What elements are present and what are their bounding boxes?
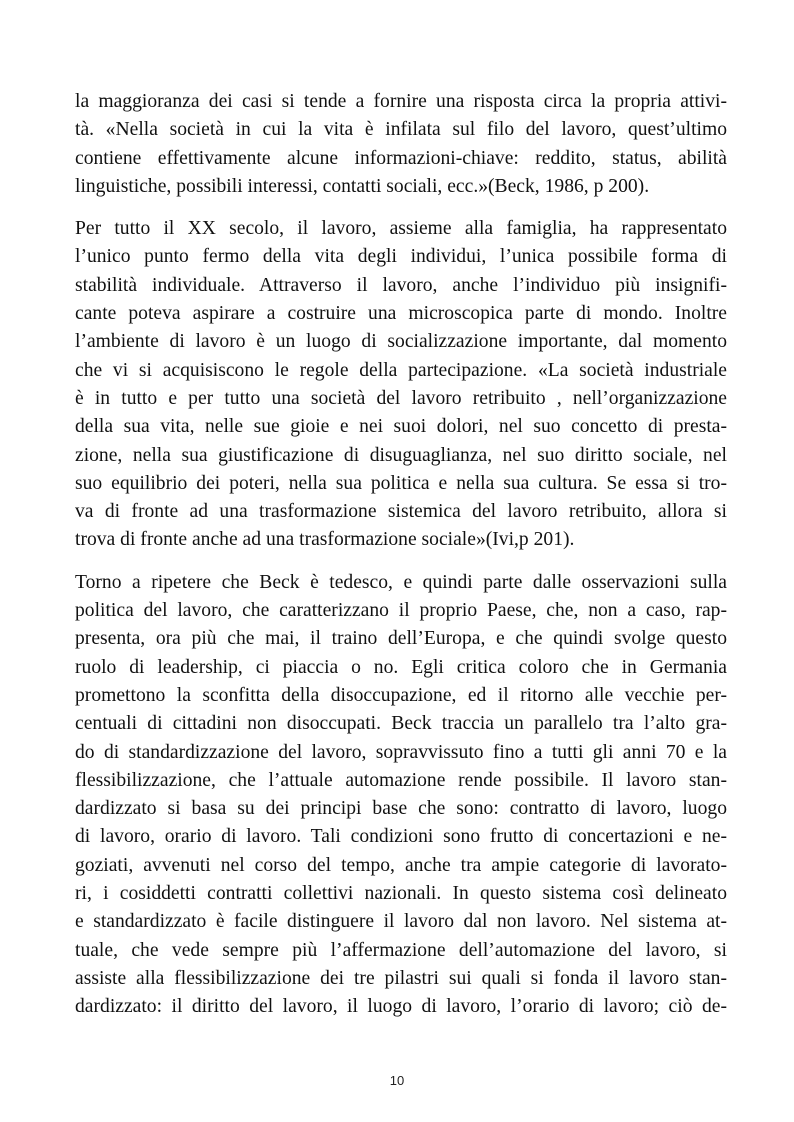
text-line: goziati, avvenuti nel corso del tempo, anche tra ampie categorie di lavorato-	[75, 854, 727, 876]
text-line: dardizzato: il diritto del lavoro, il luogo di lavoro, l’orario di lavoro; ciò de-	[75, 996, 727, 1018]
page-number: 10	[389, 1073, 405, 1088]
text-line: e standardizzato è facile distinguere il lavoro dal non lavoro. Nel sistema at-	[75, 911, 727, 933]
text-line: tuale, che vede sempre più l’affermazione dell’automazione del lavoro, si	[75, 939, 727, 961]
text-line: della sua vita, nelle sue gioie e nei suoi dolori, nel suo concetto di presta-	[75, 416, 727, 438]
text-line: ruolo di leadership, ci piaccia o no. Egli critica coloro che in Germania	[75, 656, 727, 678]
text-line: cante poteva aspirare a costruire una microscopica parte di mondo. Inoltre	[75, 303, 727, 325]
text-line: va di fronte ad una trasformazione sistemica del lavoro retribuito, allora si	[75, 501, 727, 523]
paragraph-spacer	[75, 201, 727, 215]
text-line: che vi si acquisiscono le regole della partecipazione. «La società industriale	[75, 359, 727, 381]
text-line: linguistiche, possibili interessi, contatti sociali, ecc.»(Beck, 1986, p 200).	[75, 175, 650, 197]
page-body	[75, 88, 727, 1022]
text-line: trova di fronte anche ad una trasformazione sociale»(Ivi,p 201).	[75, 529, 575, 551]
text-line: politica del lavoro, che caratterizzano il proprio Paese, che, non a caso, rap-	[75, 600, 727, 622]
paragraph-2	[75, 215, 727, 555]
text-line: Per tutto il XX secolo, il lavoro, assieme alla famiglia, ha rappresentato	[75, 218, 727, 240]
text-line: presenta, ora più che mai, il traino dell’Europa, e che quindi svolge questo	[75, 628, 727, 650]
paragraph-spacer	[75, 555, 727, 569]
text-line: di lavoro, orario di lavoro. Tali condizioni sono frutto di concertazioni e ne-	[75, 826, 727, 848]
text-line: centuali di cittadini non disoccupati. Beck traccia un parallelo tra l’alto gra-	[75, 713, 727, 735]
text-line: zione, nella sua giustificazione di disuguaglianza, nel suo diritto sociale, nel	[75, 444, 727, 466]
text-line: promettono la sconfitta della disoccupazione, ed il ritorno alle vecchie per-	[75, 684, 727, 706]
paragraph-3	[75, 569, 727, 1022]
text-line: flessibilizzazione, che l’attuale automazione rende possibile. Il lavoro stan-	[75, 769, 727, 791]
text-line: contiene effettivamente alcune informazioni-chiave: reddito, status, abilità	[75, 147, 727, 169]
text-line: la maggioranza dei casi si tende a fornire una risposta circa la propria attivi-	[75, 91, 727, 112]
text-line: dardizzato si basa su dei principi base che sono: contratto di lavoro, luogo	[75, 798, 727, 820]
text-line: do di standardizzazione del lavoro, sopravvissuto fino a tutti gli anni 70 e la	[75, 741, 727, 763]
text-line: tà. «Nella società in cui la vita è infilata sul filo del lavoro, quest’ultimo	[75, 119, 727, 141]
paragraph-1	[75, 88, 727, 201]
text-line: ri, i cosiddetti contratti collettivi nazionali. In questo sistema così delineato	[75, 883, 727, 905]
text-line: Torno a ripetere che Beck è tedesco, e quindi parte dalle osservazioni sulla	[75, 571, 727, 593]
text-line: l’ambiente di lavoro è un luogo di socializzazione importante, dal momento	[75, 331, 727, 353]
text-line: stabilità individuale. Attraverso il lavoro, anche l’individuo più insignifi-	[75, 274, 727, 296]
text-line: assiste alla flessibilizzazione dei tre pilastri sui quali si fonda il lavoro stan-	[75, 967, 727, 989]
text-line: l’unico punto fermo della vita degli individui, l’unica possibile forma di	[75, 246, 727, 268]
text-line: è in tutto e per tutto una società del lavoro retribuito , nell’organizzazione	[75, 387, 727, 409]
text-line: suo equilibrio dei poteri, nella sua politica e nella sua cultura. Se essa si tro-	[75, 472, 727, 494]
